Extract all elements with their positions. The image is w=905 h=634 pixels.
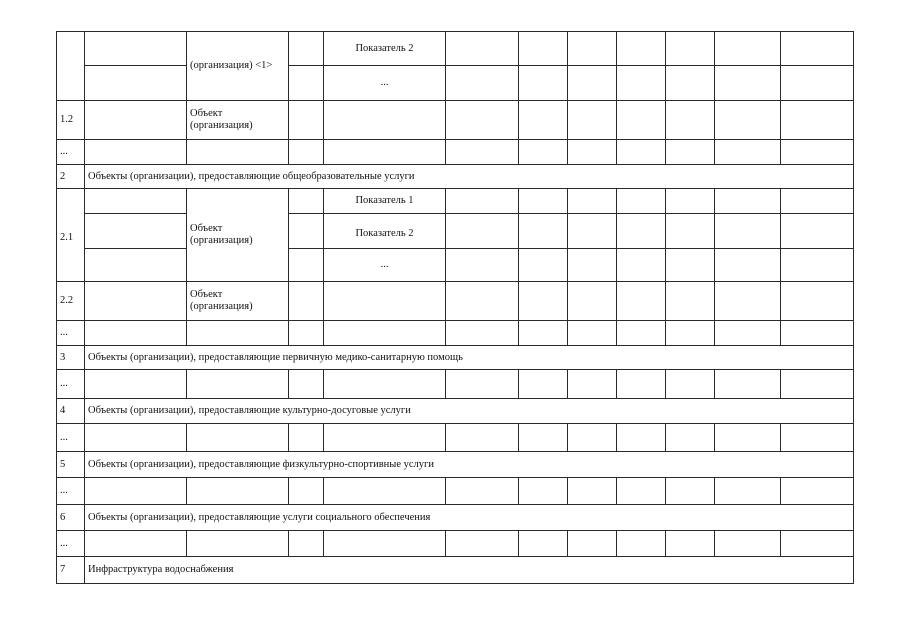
- table-cell: [85, 370, 187, 399]
- indicator-label: ...: [380, 259, 389, 270]
- table-cell: [617, 66, 666, 101]
- row-number: ...: [60, 327, 68, 338]
- table-cell: [666, 32, 715, 66]
- table-row: [57, 189, 854, 214]
- row-number-cell: [57, 452, 85, 478]
- row-number-cell: [57, 32, 85, 101]
- section-title: Объекты (организации), предоставляющие общеобразовательные услуги: [88, 170, 415, 182]
- table-cell: [324, 424, 446, 452]
- indicator-label: Показатель 2: [355, 42, 414, 54]
- table-cell: [781, 478, 854, 505]
- section-row: [57, 165, 854, 189]
- section-row: [57, 346, 854, 370]
- table-cell: [715, 189, 781, 214]
- table-cell: [781, 249, 854, 282]
- table-cell: [289, 101, 324, 140]
- row-number-cell: [57, 140, 85, 165]
- table-cell: [666, 189, 715, 214]
- row-number: 5: [60, 458, 66, 470]
- table-cell: [568, 370, 617, 399]
- table-cell: [446, 249, 519, 282]
- table-cell: [617, 370, 666, 399]
- table-cell: [85, 478, 187, 505]
- table-cell: [666, 249, 715, 282]
- indicator-cell: [324, 32, 446, 66]
- table-cell: [568, 249, 617, 282]
- table-cell: [781, 66, 854, 101]
- indicator-cell: [324, 249, 446, 282]
- table-cell: [617, 321, 666, 346]
- table-cell: [617, 531, 666, 557]
- row-number-cell: [57, 165, 85, 189]
- table-cell: [289, 66, 324, 101]
- table-cell: [568, 32, 617, 66]
- table-cell: [324, 370, 446, 399]
- table-row: [57, 101, 854, 140]
- table-cell: [324, 478, 446, 505]
- table-cell: [289, 531, 324, 557]
- table-cell: [446, 214, 519, 249]
- table-cell: [568, 101, 617, 140]
- row-number-cell: [57, 101, 85, 140]
- section-title: Объекты (организации), предоставляющие первичную медико-санитарную помощь: [88, 351, 463, 363]
- object-label-line2: (организация): [190, 301, 253, 312]
- table-cell: [666, 478, 715, 505]
- row-number-cell: [57, 531, 85, 557]
- object-label-line1: Объект: [190, 108, 223, 119]
- table-cell: [715, 101, 781, 140]
- table-row: [57, 282, 854, 321]
- table-cell: [187, 424, 289, 452]
- table-cell: [715, 140, 781, 165]
- section-title-cell: [85, 557, 854, 584]
- row-number: ...: [60, 431, 68, 443]
- table-cell: [715, 478, 781, 505]
- table-cell: [446, 140, 519, 165]
- section-row: [57, 452, 854, 478]
- table-cell: [666, 282, 715, 321]
- table-cell: [519, 214, 568, 249]
- table-cell: [519, 32, 568, 66]
- table-cell: [446, 424, 519, 452]
- table-cell: [519, 101, 568, 140]
- table-cell: [289, 189, 324, 214]
- object-cell: [187, 32, 289, 101]
- section-title: Объекты (организации), предоставляющие культурно-досуговые услуги: [88, 405, 411, 416]
- table-cell: [715, 66, 781, 101]
- table-cell: [519, 249, 568, 282]
- table-cell: [617, 101, 666, 140]
- table-row: [57, 370, 854, 399]
- table-row: [57, 424, 854, 452]
- table-cell: [446, 282, 519, 321]
- table-cell: [85, 101, 187, 140]
- table-cell: [715, 531, 781, 557]
- row-number-cell: [57, 346, 85, 370]
- row-number: ...: [60, 485, 68, 496]
- section-title-cell: [85, 346, 854, 370]
- table-cell: [715, 214, 781, 249]
- table-cell: [781, 189, 854, 214]
- table-cell: [568, 321, 617, 346]
- table-cell: [446, 189, 519, 214]
- row-number: 2.1: [60, 232, 74, 243]
- table-cell: [666, 321, 715, 346]
- table-cell: [519, 66, 568, 101]
- row-number: 4: [60, 405, 66, 416]
- row-number: 3: [60, 351, 66, 363]
- table-cell: [519, 370, 568, 399]
- table-cell: [85, 321, 187, 346]
- table-cell: [781, 321, 854, 346]
- table-cell: [781, 370, 854, 399]
- table-cell: [324, 101, 446, 140]
- table-cell: [666, 101, 715, 140]
- table-cell: [519, 531, 568, 557]
- row-number: 1.2: [60, 114, 74, 125]
- table-row: [57, 140, 854, 165]
- table-cell: [617, 282, 666, 321]
- table-cell: [617, 140, 666, 165]
- table-cell: [85, 214, 187, 249]
- table-row: [57, 32, 854, 66]
- row-number-cell: [57, 321, 85, 346]
- table-cell: [617, 189, 666, 214]
- table-cell: [519, 321, 568, 346]
- section-row: [57, 557, 854, 584]
- section-title-cell: [85, 165, 854, 189]
- infrastructure-table: [56, 31, 854, 584]
- table-cell: [568, 424, 617, 452]
- table-cell: [85, 424, 187, 452]
- table-cell: [666, 66, 715, 101]
- row-number-cell: [57, 557, 85, 584]
- table-cell: [568, 66, 617, 101]
- indicator-label: ...: [380, 77, 389, 88]
- table-cell: [715, 282, 781, 321]
- table-cell: [187, 321, 289, 346]
- table-cell: [715, 32, 781, 66]
- table-cell: [666, 424, 715, 452]
- table-row: [57, 249, 854, 282]
- table-cell: [446, 66, 519, 101]
- section-row: [57, 399, 854, 424]
- table-cell: [446, 531, 519, 557]
- object-label-line2: (организация): [190, 120, 253, 131]
- table-cell: [289, 140, 324, 165]
- section-title-cell: [85, 399, 854, 424]
- table-row: [57, 214, 854, 249]
- section-title: Объекты (организации), предоставляющие физкультурно-спортивные услуги: [88, 458, 434, 470]
- section-title: Объекты (организации), предоставляющие услуги социального обеспечения: [88, 511, 431, 523]
- table-cell: [187, 370, 289, 399]
- table-cell: [781, 214, 854, 249]
- table-cell: [781, 101, 854, 140]
- section-title-cell: [85, 505, 854, 531]
- table-cell: [85, 140, 187, 165]
- row-number: 7: [60, 564, 66, 575]
- section-row: [57, 505, 854, 531]
- table-cell: [568, 189, 617, 214]
- table-cell: [666, 370, 715, 399]
- object-label-line1: Объект: [190, 223, 223, 234]
- object-label: (организация) <1>: [190, 60, 273, 71]
- table-cell: [446, 478, 519, 505]
- row-number: ...: [60, 146, 68, 157]
- indicator-cell: [324, 189, 446, 214]
- table-cell: [568, 531, 617, 557]
- table-cell: [85, 189, 187, 214]
- row-number-cell: [57, 505, 85, 531]
- object-cell: [187, 101, 289, 140]
- table-cell: [187, 140, 289, 165]
- table-cell: [187, 531, 289, 557]
- row-number: ...: [60, 378, 68, 389]
- row-number-cell: [57, 370, 85, 399]
- table-cell: [519, 189, 568, 214]
- table-cell: [568, 140, 617, 165]
- section-title: Инфраструктура водоснабжения: [88, 564, 234, 575]
- section-title-cell: [85, 452, 854, 478]
- table-cell: [446, 370, 519, 399]
- indicator-label: Показатель 1: [355, 195, 414, 206]
- indicator-cell: [324, 66, 446, 101]
- table-cell: [617, 214, 666, 249]
- table-cell: [715, 424, 781, 452]
- table-cell: [617, 32, 666, 66]
- table-cell: [568, 282, 617, 321]
- table-cell: [85, 249, 187, 282]
- table-cell: [289, 282, 324, 321]
- table-cell: [781, 140, 854, 165]
- table-cell: [617, 249, 666, 282]
- table-cell: [446, 32, 519, 66]
- table-cell: [289, 32, 324, 66]
- table-cell: [324, 140, 446, 165]
- table-cell: [781, 424, 854, 452]
- table-cell: [781, 282, 854, 321]
- table-cell: [617, 478, 666, 505]
- row-number-cell: [57, 282, 85, 321]
- table-cell: [289, 478, 324, 505]
- table-cell: [781, 32, 854, 66]
- table-cell: [187, 478, 289, 505]
- table-cell: [519, 140, 568, 165]
- table-row: [57, 66, 854, 101]
- table-cell: [289, 370, 324, 399]
- table-cell: [289, 321, 324, 346]
- row-number-cell: [57, 424, 85, 452]
- row-number: 2.2: [60, 295, 74, 306]
- row-number: ...: [60, 537, 68, 549]
- table-cell: [324, 282, 446, 321]
- table-cell: [666, 214, 715, 249]
- table-cell: [568, 478, 617, 505]
- table-row: [57, 321, 854, 346]
- row-number-cell: [57, 478, 85, 505]
- table-cell: [715, 370, 781, 399]
- table-cell: [446, 321, 519, 346]
- object-cell: [187, 189, 289, 282]
- table-cell: [568, 214, 617, 249]
- row-number: 6: [60, 511, 66, 523]
- row-number-cell: [57, 189, 85, 282]
- row-number-cell: [57, 399, 85, 424]
- table-cell: [324, 531, 446, 557]
- table-cell: [666, 531, 715, 557]
- indicator-label: Показатель 2: [355, 228, 414, 239]
- table-cell: [289, 249, 324, 282]
- table-cell: [289, 424, 324, 452]
- table-cell: [289, 214, 324, 249]
- table-cell: [85, 66, 187, 101]
- table-row: [57, 531, 854, 557]
- table-row: [57, 478, 854, 505]
- table-cell: [715, 249, 781, 282]
- table-cell: [85, 32, 187, 66]
- table-cell: [519, 282, 568, 321]
- indicator-cell: [324, 214, 446, 249]
- table-cell: [666, 140, 715, 165]
- table-cell: [85, 282, 187, 321]
- row-number: 2: [60, 170, 66, 182]
- object-label-line2: (организация): [190, 235, 253, 246]
- table-cell: [715, 321, 781, 346]
- table-cell: [781, 531, 854, 557]
- object-label-line1: Объект: [190, 289, 223, 300]
- table-cell: [324, 321, 446, 346]
- table-cell: [446, 101, 519, 140]
- table-cell: [617, 424, 666, 452]
- table-cell: [519, 424, 568, 452]
- table-cell: [519, 478, 568, 505]
- table-cell: [85, 531, 187, 557]
- object-cell: [187, 282, 289, 321]
